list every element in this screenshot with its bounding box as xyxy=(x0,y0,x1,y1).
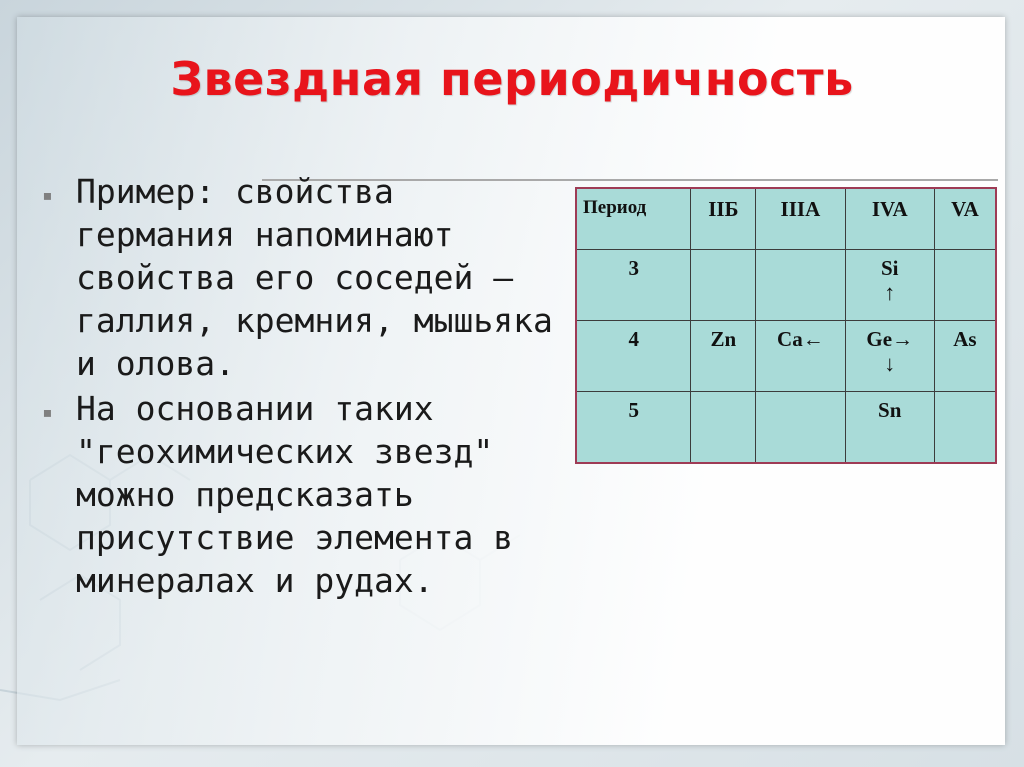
bullet-list xyxy=(40,170,560,604)
header-cell: IVA xyxy=(845,188,934,250)
table-cell xyxy=(845,250,934,321)
table-cell: Zn xyxy=(691,321,756,392)
bullet-text: Пример: свойства германия напоминают свойства его соседей – галлия, кремния, мышьяка и олова. xyxy=(76,172,553,383)
square-bullet-icon: ▪ xyxy=(42,402,53,423)
table-cell: Ca← xyxy=(756,321,845,392)
table-cell: As xyxy=(934,321,996,392)
table-cell xyxy=(756,250,845,321)
header-cell: IIIA xyxy=(756,188,845,250)
table-cell: 5 xyxy=(576,392,691,464)
table-row xyxy=(576,250,996,321)
element-symbol: Ge→ xyxy=(866,327,914,351)
table-cell xyxy=(691,392,756,464)
square-bullet-icon: ▪ xyxy=(42,185,53,206)
periodic-table-fragment xyxy=(575,187,997,464)
table-row xyxy=(576,392,996,464)
arrow-down-icon: ↓ xyxy=(884,351,896,376)
bullet-text: На основании таких "геохимических звезд" можно предсказать присутствие элемента в минералах и рудах. xyxy=(76,389,514,600)
slide-title: Звездная периодичность xyxy=(170,52,854,106)
bullet-item xyxy=(40,387,560,602)
header-cell: IIБ xyxy=(691,188,756,250)
header-cell: VA xyxy=(934,188,996,250)
element-symbol: Si xyxy=(880,256,899,280)
table-cell xyxy=(845,321,934,392)
table-cell: 3 xyxy=(576,250,691,321)
table-row xyxy=(576,321,996,392)
table-cell: Sn xyxy=(845,392,934,464)
table-cell: 4 xyxy=(576,321,691,392)
table-cell xyxy=(756,392,845,464)
bullet-item xyxy=(40,170,560,385)
table-cell xyxy=(934,392,996,464)
arrow-up-icon: ↑ xyxy=(884,280,896,305)
table-cell xyxy=(691,250,756,321)
header-cell: Период xyxy=(576,188,691,250)
table-cell xyxy=(934,250,996,321)
table-header-row xyxy=(576,188,996,250)
